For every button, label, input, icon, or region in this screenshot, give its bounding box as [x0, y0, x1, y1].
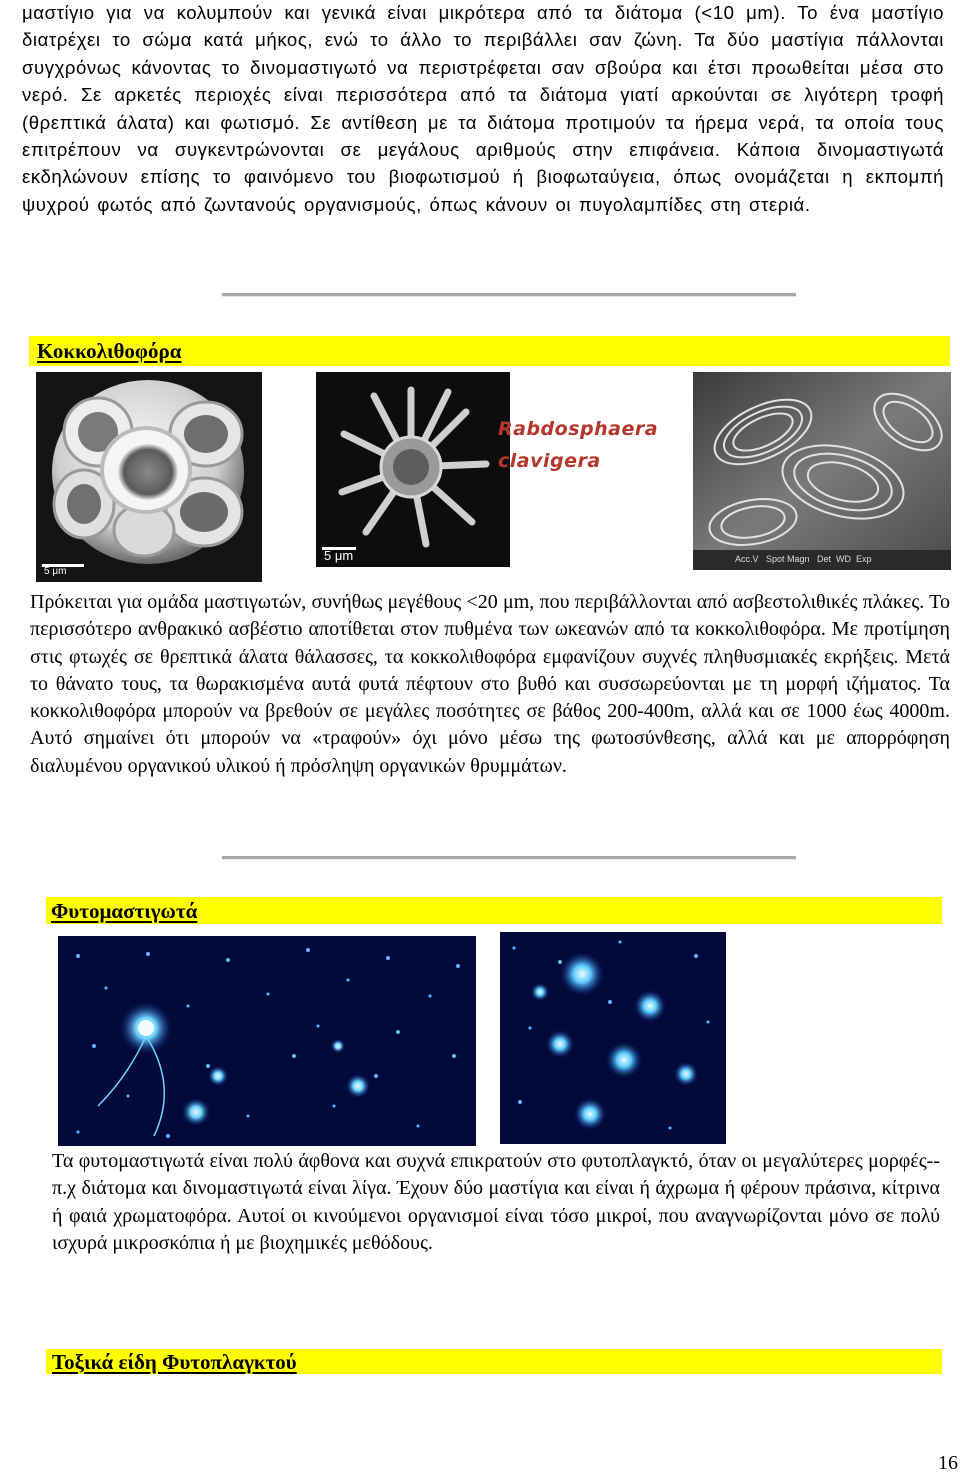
section-heading-label: Κοκκολιθοφόρα — [37, 339, 182, 363]
divider-rule — [222, 856, 796, 859]
sem-info-bar: Acc.V Spot Magn Det WD Exp — [735, 554, 872, 564]
phytoflagellates-fluorescence-image — [500, 932, 726, 1144]
section-heading-toxic-phytoplankton — [46, 1349, 942, 1374]
section-heading-label: Τοξικά είδη Φυτοπλαγκτού — [52, 1350, 297, 1374]
intro-paragraph: μαστίγιο για να κολυμπούν και γενικά είναι μικρότερα από τα διάτομα (<10 μm). Το ένα μαστίγιο διατρέχει το σώμα κατά μήκος, ενώ το άλλο το περιβάλλει σαν ζώνη. Τα δύο μαστίγια πάλλονται συγχρόνως κάνοντας το δινομαστιγωτό να περιστρέφεται σαν σβούρα και έτσι προωθείται μέσα στο νερό. Σε αρκετές περιοχές είναι περισσότερα από τα διάτομα γιατί αρκούνται σε λιγότερη τροφή (θρεπτικά άλατα) και φωτισμό. Σε αντίθεση με τα διάτομα προτιμούν τα ήρεμα νερά, τα οποία τους επιτρέπουν να συγκεντρώνονται σε μεγάλους αριθμούς στην επιφάνεια. Κάποια δινομαστιγωτά εκδηλώνουν επίσης το φαινόμενο του βιοφωτισμού ή βιοφωταύγεια, όπως ονομάζεται η εκπομπή ψυχρού φωτός από ζωντανούς οργανισμούς, όπως κάνουν οι πυγολαμπίδες στη στεριά. — [22, 2, 944, 215]
divider-rule — [222, 293, 796, 296]
coccolithophore-sem-image — [36, 372, 262, 582]
phytoflagellates-paragraph: Τα φυτομαστιγωτά είναι πολύ άφθονα και συχνά επικρατούν στο φυτοπλαγκτό, όταν οι μεγαλύτερες μορφές--π.χ διάτομα και δινομαστιγωτά είναι λίγα. Έχουν δύο μαστίγια και είναι ή άχρωμα ή φέρουν πράσινα, κίτρινα ή φαιά χρωματοφόρα. Αυτοί οι κινούμενοι οργανισμοί είναι τόσο μικροί, που αναγνωρίζονται μόνο σε πολύ ισχυρά μικροσκόπια ή με βιοχημικές μεθόδους. — [52, 1150, 940, 1254]
scale-bar-label: 5 μm — [44, 566, 67, 577]
section-heading-coccolithophores — [29, 336, 950, 366]
coccolithophores-paragraph: Πρόκειται για ομάδα μαστιγωτών, συνήθως μεγέθους <20 μm, που περιβάλλονται από ασβεστολιθικές πλάκες. Το περισσότερο ανθρακικό ασβέστιο αποτίθεται στον πυθμένα των ωκεανών από τα κοκκολιθοφόρα. Με προτίμηση στις φτωχές σε θρεπτικά άλατα θάλασσες, τα κοκκολιθοφόρα εμφανίζουν συχνές πληθυσμιακές εκρήξεις. Μετά το θάνατο τους, τα θωρακισμένα αυτά φυτά πέφτουν στο βυθό και συσσωρεύονται με τη μορφή ιζήματος. Τα κοκκολιθοφόρα μπορούν να βρεθούν σε μεγάλες ποσότητες σε βάθος 200-400m, αλλά και σε 1000 έως 4000m. Αυτό σημαίνει ότι μπορούν να «τραφούν» όχι μόνο μέσω της φωτοσύνθεσης, αλλά και με απορρόφηση διαλυμένου οργανικού υλικού ή πρόσληψη οργανικών θρυμμάτων. — [30, 591, 950, 777]
section-heading-label: Φυτομαστιγωτά — [51, 899, 198, 923]
page-number: 16 — [938, 1452, 958, 1474]
scale-bar-label: 5 μm — [324, 548, 354, 563]
coccolith-plates-sem-image — [693, 372, 951, 570]
species-label: Rabdosphaera — [498, 418, 659, 440]
section-heading-phytoflagellates — [46, 897, 942, 924]
rhabdosphaera-image — [316, 372, 676, 567]
phytoflagellates-fluorescence-image — [58, 936, 476, 1146]
species-label: clavigera — [498, 450, 601, 472]
